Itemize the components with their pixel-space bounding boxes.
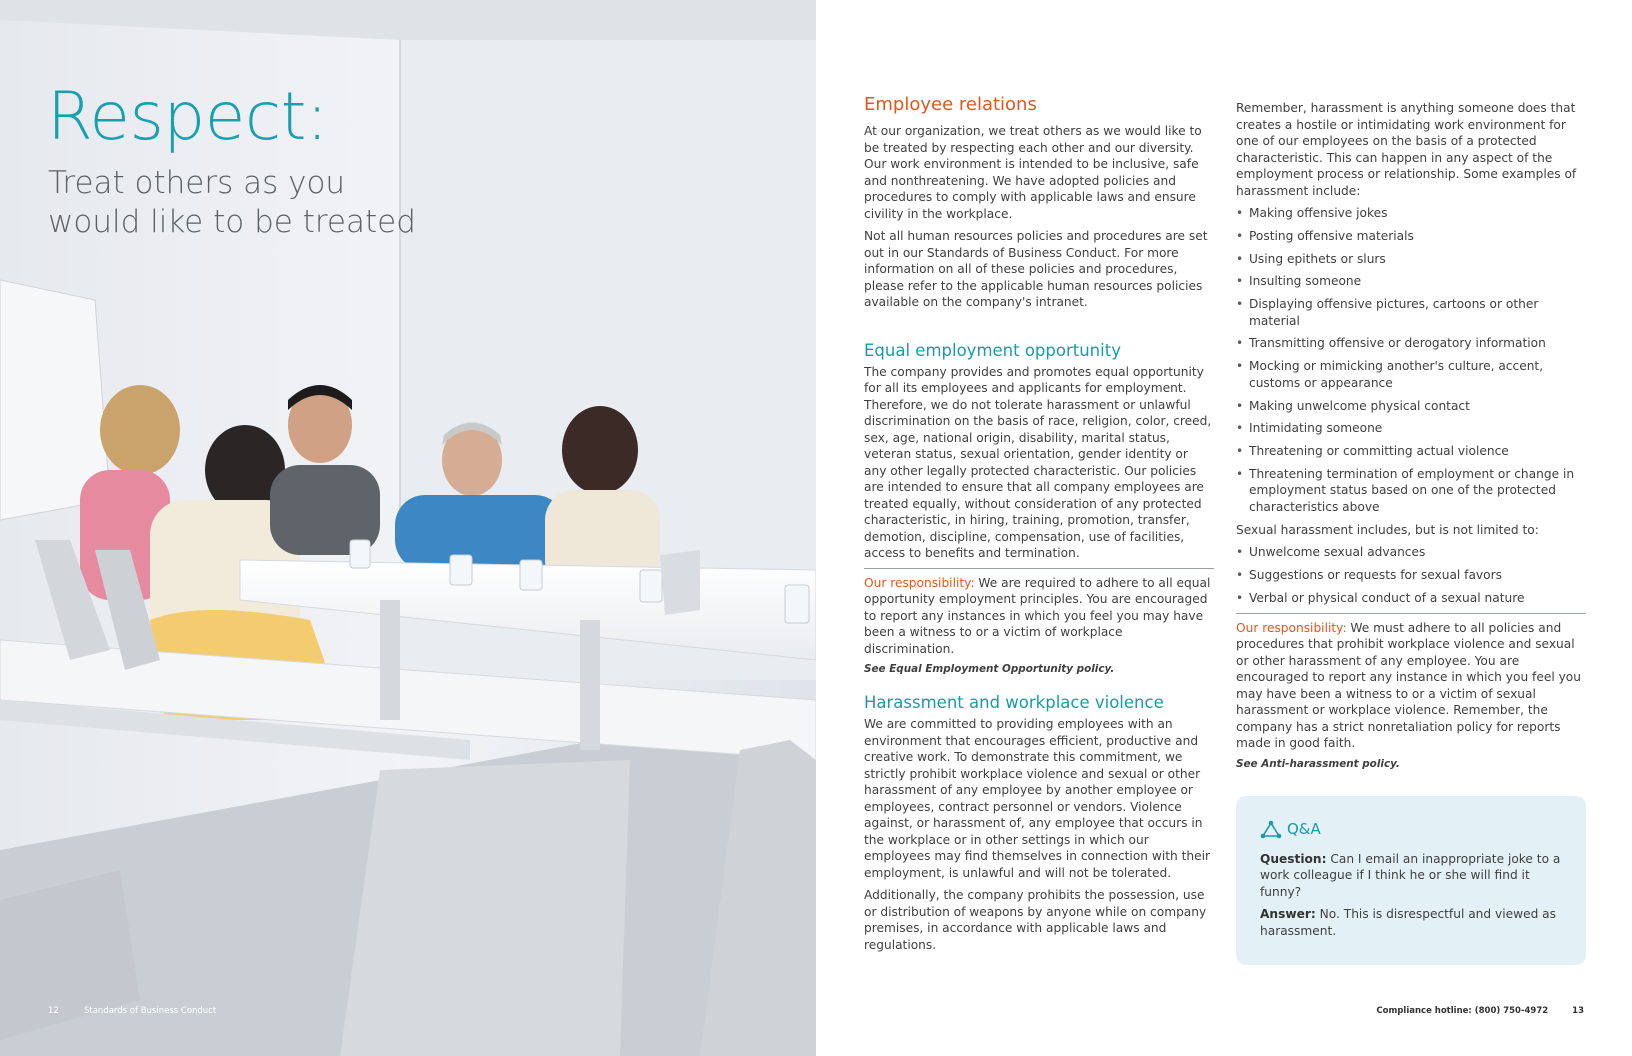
list-item: • Threatening termination of employment or change in employment status based on one of the protected characteristics above (1236, 466, 1586, 516)
see-anti-harassment-policy[interactable]: See Anti-harassment policy. (1236, 757, 1400, 770)
answer-label: Answer: (1260, 907, 1316, 922)
list-item: • Threatening or committing actual violence (1236, 443, 1586, 460)
qa-box (1236, 796, 1586, 966)
list-item: • Unwelcome sexual advances (1236, 544, 1586, 561)
list-item: • Insulting someone (1236, 273, 1586, 290)
page-number-right: 13 (1572, 1006, 1584, 1016)
list-item: • Posting offensive materials (1236, 228, 1586, 245)
page-subtitle: Treat others as you would like to be treated (48, 165, 416, 240)
question-label: Question: (1260, 851, 1327, 866)
answer-text: No. This is disrespectful and viewed as harassment. (1260, 907, 1556, 938)
employee-relations-paragraph-1: At our organization, we treat others as we would like to be treated by respecting each other and our diversity. Our work environment is intended to be inclusive, safe and nonthreatening. We have adopted policies and procedures to comply with applicable laws and ensure civility in the workplace. (864, 124, 1202, 221)
divider (864, 568, 1214, 569)
list-item: • Suggestions or requests for sexual favors (1236, 567, 1586, 584)
employee-relations-paragraph-2: Not all human resources policies and procedures are set out in our Standards of Business Conduct. For more information on all of these policies and procedures, please refer to the applicable human resources policies available on the company's intranet. (864, 229, 1208, 309)
sexual-harassment-list (1236, 544, 1586, 606)
responsibility-label: Our responsibility: (1236, 620, 1347, 635)
qa-title: Q&A (1287, 820, 1321, 839)
list-item: • Displaying offensive pictures, cartoons or other material (1236, 296, 1586, 329)
list-item: • Transmitting offensive or derogatory information (1236, 335, 1586, 352)
column-left (864, 94, 1214, 959)
harassment-paragraph-1: We are committed to providing employees with an environment that encourages efficient, productive and creative work. To demonstrate this commitment, we strictly prohibit workplace violence and sexual or other harassment of any employee by another employee or employees, contract personnel or vendors. Violence against, or harassment of, any employee that occurs in the workplace or in other settings in which our employees may find themselves in connection with their employment, is unlawful and will not be tolerated. (864, 717, 1210, 880)
responsibility-text: We must adhere to all policies and procedures that prohibit workplace violence and sexual or other harassment of any employee. You are encouraged to report any instance in which you feel you may have been a witness to or a victim of sexual harassment or workplace violence. Remember, the company has a strict nonretaliation policy for reports made in good faith. (1236, 620, 1581, 751)
heading-employee-relations: Employee relations (864, 94, 1037, 115)
column-right (1236, 100, 1586, 965)
equal-employment-responsibility (864, 575, 1214, 658)
qa-question (1260, 851, 1562, 901)
page-title: Respect: (47, 78, 328, 155)
responsibility-text: We are required to adhere to all equal opportunity employment principles. You are encouraged to report any instances in which you feel you may have been a witness to or a victim of workplace discrimination. (864, 575, 1211, 656)
divider (1236, 613, 1586, 614)
right-page (816, 0, 1632, 1056)
sexual-harassment-intro: Sexual harassment includes, but is not limited to: (1236, 522, 1539, 537)
see-equal-employment-policy[interactable]: See Equal Employment Opportunity policy. (864, 663, 1115, 675)
harassment-paragraph-2: Additionally, the company prohibits the possession, use or distribution of weapons by anyone while on company premises, in accordance with applicable laws and regulations. (864, 888, 1207, 952)
list-item: • Intimidating someone (1236, 420, 1586, 437)
compliance-hotline[interactable]: Compliance hotline: (800) 750-4972 (1376, 1006, 1549, 1016)
list-item: • Mocking or mimicking another's culture, accent, customs or appearance (1236, 358, 1586, 391)
equal-employment-paragraph: The company provides and promotes equal opportunity for all its employees and applicants for employment. Therefore, we do not tolerate harassment or unlawful discrimination on the basis of race, religion, color, creed, sex, age, national origin, disability, marital status, veteran status, sexual orientation, gender identity or any other legally protected characteristic. Our policies are intended to ensure that all company employees are treated equally, without consideration of any protected characteristic, in hiring, training, promotion, transfer, demotion, discipline, compensation, use of facilities, access to benefits and termination. (864, 364, 1212, 560)
qa-header (1260, 820, 1562, 839)
harassment-intro: Remember, harassment is anything someone does that creates a hostile or intimidating work environment for one of our employees on the basis of a protected characteristic. This can happen in any aspect of the employment process or relationship. Some examples of harassment include: (1236, 101, 1577, 198)
list-item: • Making unwelcome physical contact (1236, 398, 1586, 415)
responsibility-label: Our responsibility: (864, 575, 975, 590)
footer-right (1376, 1006, 1584, 1016)
heading-equal-employment: Equal employment opportunity (864, 340, 1121, 360)
heading-harassment: Harassment and workplace violence (864, 693, 1164, 712)
list-item: • Using epithets or slurs (1236, 251, 1586, 268)
triangle-dots-icon (1260, 820, 1282, 839)
question-text: Can I email an inappropriate joke to a work colleague if I think he or she will find it funny? (1260, 851, 1561, 899)
qa-answer (1260, 906, 1562, 939)
harassment-examples-list (1236, 205, 1586, 515)
footer-doc-title: Standards of Business Conduct (84, 1006, 217, 1016)
list-item: • Making offensive jokes (1236, 205, 1586, 222)
page-number-left: 12 (48, 1006, 59, 1016)
harassment-responsibility (1236, 620, 1586, 752)
list-item: • Verbal or physical conduct of a sexual nature (1236, 590, 1586, 607)
footer-left (48, 1006, 216, 1016)
